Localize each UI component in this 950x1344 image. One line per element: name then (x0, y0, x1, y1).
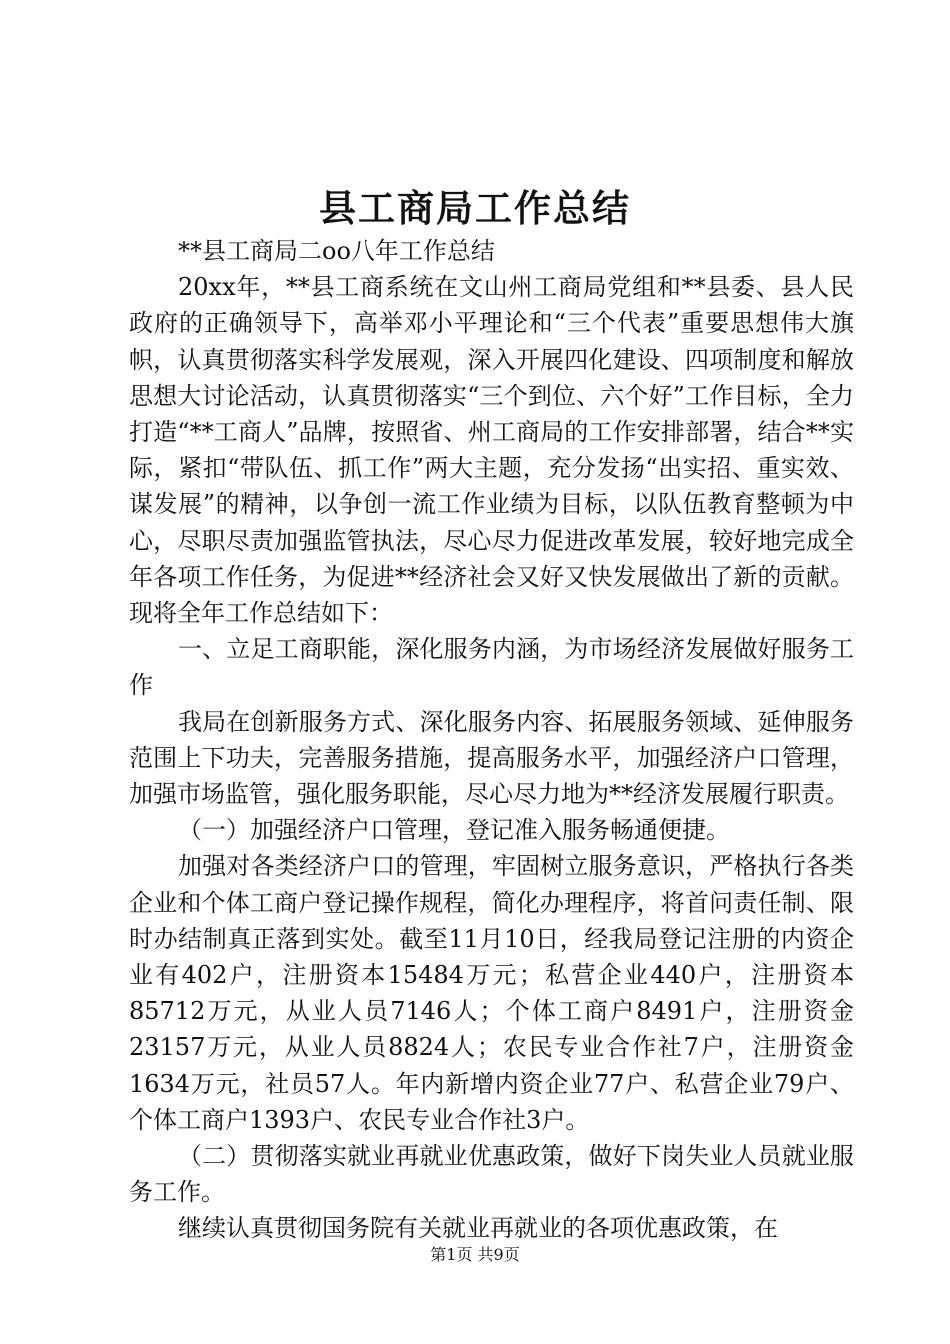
subsection-heading: （一）加强经济户口管理，登记准入服务畅通便捷。 (178, 816, 730, 845)
subsection-heading: （二）贯彻落实就业再就业优惠政策，做好下岗失业人员就业服务工作。 (129, 1142, 854, 1207)
page-footer: 第1页 共9页 (430, 1245, 520, 1264)
subtitle-paragraph: **县工商局二oo八年工作总结 (178, 237, 495, 265)
body-paragraph: 我局在创新服务方式、深化服务内容、拓展服务领域、延伸服务范围上下功夫，完善服务措施，提高服务水平，加强经济户口管理，加强市场监管，强化服务职能，尽心尽力地为**经济发展履行职责。 (129, 707, 854, 809)
body-paragraph: 加强对各类经济户口的管理，牢固树立服务意识，严格执行各类企业和个体工商户登记操作规程，简化办理程序，将首问责任制、限时办结制真正落到实处。截至11月10日，经我局登记注册的内资企业有402户，注册资本15484万元；私营企业440户，注册资本85712万元，从业人员7146人；个体工商户8491户，注册资金23157万元，从业人员8824人；农民专业合作社7户，注册资金1634万元，社员57人。年内新增内资企业77户、私营企业79户、个体工商户1393户、农民专业合作社3户。 (129, 852, 854, 1134)
body-paragraph: 继续认真贯彻国务院有关就业再就业的各项优惠政策，在 (178, 1214, 778, 1243)
document-body (129, 233, 854, 1247)
intro-paragraph: 20xx年，**县工商系统在文山州工商局党组和**县委、县人民政府的正确领导下，高举邓小平理论和“三个代表”重要思想伟大旗帜，认真贯彻落实科学发展观，深入开展四化建设、四项制度和解放思想大讨论活动，认真贯彻落实“三个到位、六个好”工作目标，全力打造“**工商人”品牌，按照省、州工商局的工作安排部署，结合**实际，紧扣“带队伍、抓工作”两大主题，充分发扬“出实招、重实效、谋发展”的精神，以争创一流工作业绩为目标，以队伍教育整顿为中心，尽职尽责加强监管执法，尽心尽力促进改革发展，较好地完成全年各项工作任务，为促进**经济社会又好又快发展做出了新的贡献。现将全年工作总结如下： (129, 273, 854, 628)
document-title: 县工商局工作总结 (319, 186, 631, 230)
section-heading: 一、立足工商职能，深化服务内涵，为市场经济发展做好服务工作 (129, 635, 854, 700)
